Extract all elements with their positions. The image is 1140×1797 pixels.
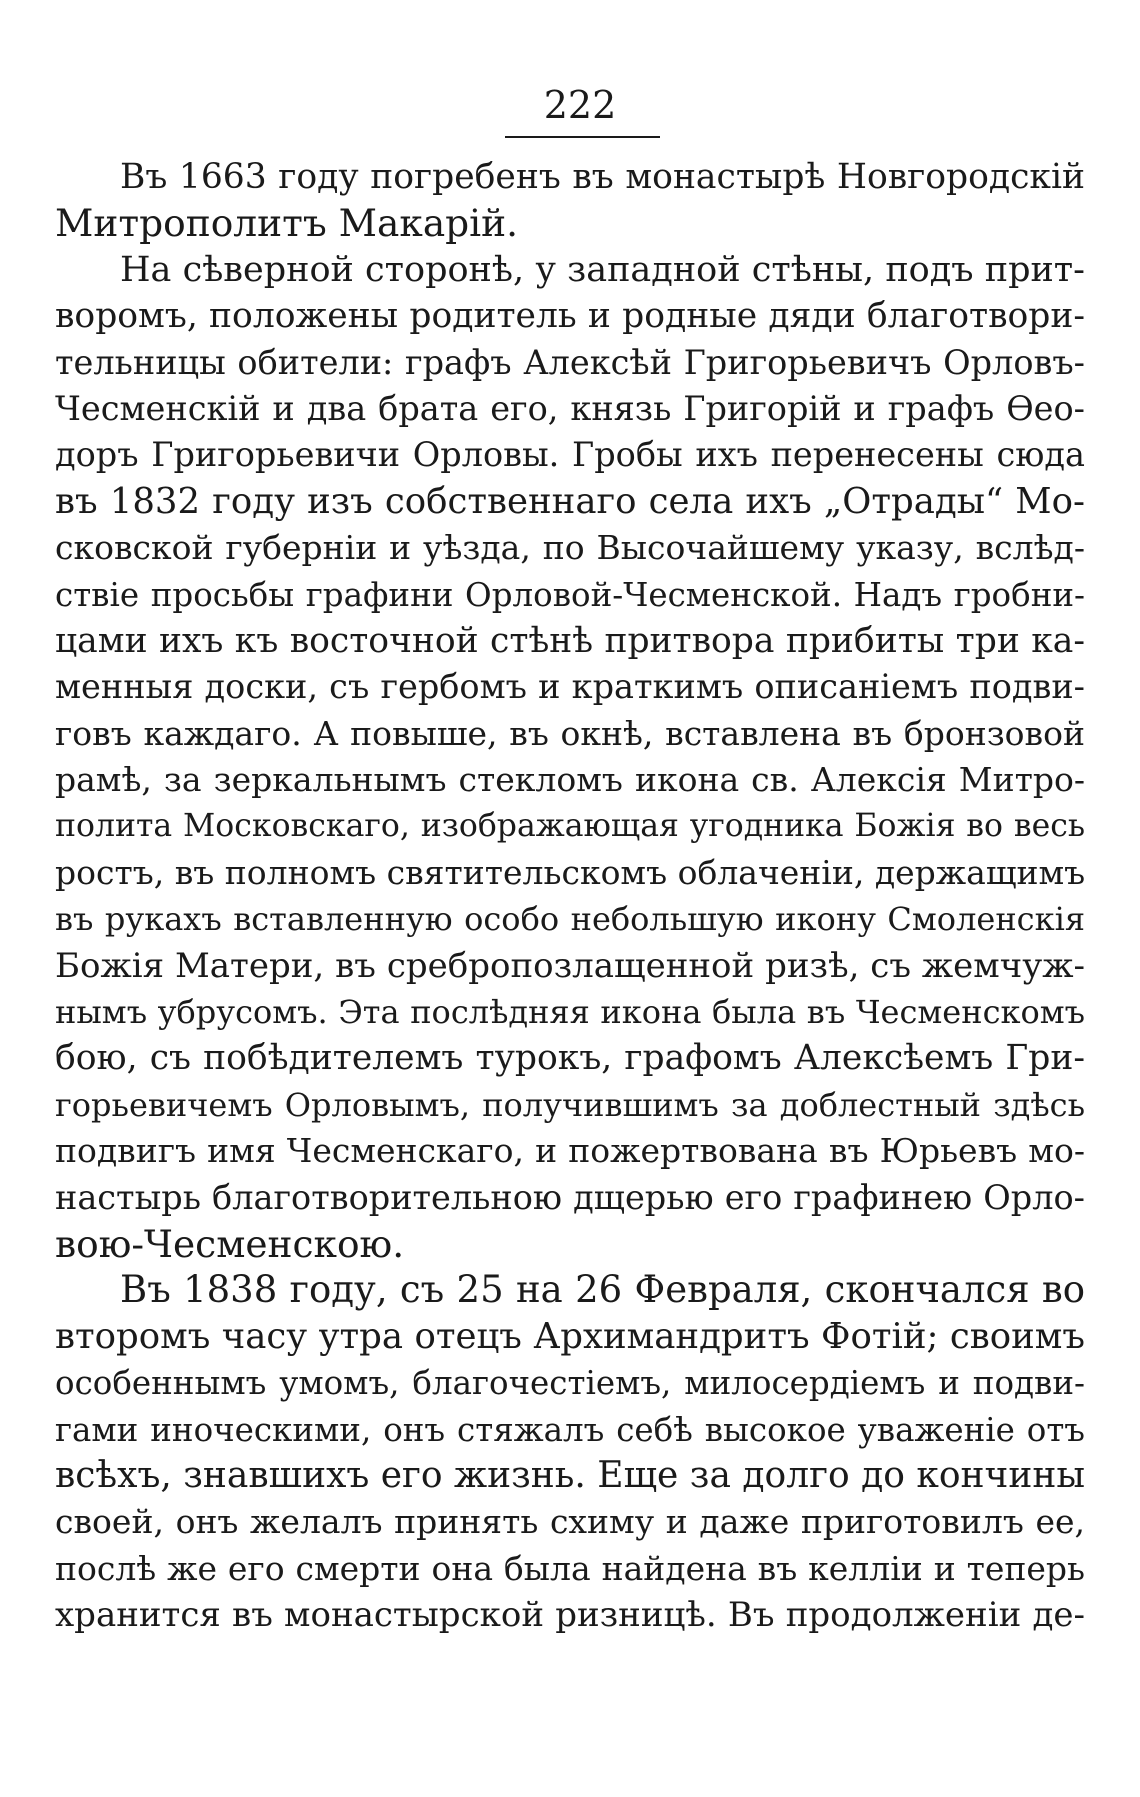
text-line: особеннымъ умомъ, благочестіемъ, милосердіемъ и подви- [55, 1364, 1085, 1403]
text-line: говъ каждаго. А повыше, въ окнѣ, вставлена въ бронзовой [55, 713, 1085, 753]
text-line: вою-Чесменскою. [55, 1221, 405, 1266]
text-line: Чесменскій и два брата его, князь Григорій и графъ Ѳео- [55, 388, 1085, 428]
text-line: нымъ убрусомъ. Эта послѣдняя икона была въ Чесменскомъ [55, 993, 1085, 1032]
text-line: своей, онъ желалъ принять схиму и даже приготовилъ ее, [55, 1502, 1085, 1542]
text-line: настырь благотворительною дщерью его графинею Орло- [55, 1177, 1085, 1217]
text-line: тельницы обители: графъ Алексѣй Григорьевичъ Орловъ- [55, 342, 1085, 382]
text-line: сковской губерніи и уѣзда, по Высочайшему указу, вслѣд- [55, 528, 1085, 568]
text-line: ствіе просьбы графини Орловой-Чесменской. Надъ гробни- [55, 575, 1085, 614]
page-number-rule [505, 136, 660, 138]
text-line: воромъ, положены родитель и родные дяди благотвори- [55, 296, 1085, 337]
text-line: въ 1832 году изъ собственнаго села ихъ „Отрады“ Мо- [55, 480, 1085, 522]
text-line: Божія Матери, въ сребропозлащенной ризѣ, съ жемчуж- [55, 945, 1085, 986]
text-line: менныя доски, съ гербомъ и краткимъ описаніемъ подви- [55, 667, 1085, 707]
text-line: доръ Григорьевичи Орловы. Гробы ихъ перенесены сюда [55, 435, 1085, 475]
text-line: второмъ часу утра отецъ Архимандритъ Фотій; своимъ [55, 1315, 1085, 1357]
text-line: Митрополитъ Макарій. [55, 201, 519, 246]
text-line: На сѣверной сторонѣ, у западной стѣны, подъ прит- [120, 249, 1085, 290]
text-line: хранится въ монастырской ризницѣ. Въ продолженіи де- [55, 1595, 1085, 1636]
text-line: рамѣ, за зеркальнымъ стекломъ икона св. Алексія Митро- [55, 760, 1085, 800]
text-line: послѣ же его смерти она была найдена въ келліи и теперь [55, 1548, 1085, 1588]
text-line: Въ 1663 году погребенъ въ монастырѣ Новгородскій [120, 157, 1085, 197]
text-line: Въ 1838 году, съ 25 на 26 Февраля, скончался во [120, 1268, 1085, 1312]
text-line: подвигъ имя Чесменскаго, и пожертвована въ Юрьевъ мо- [55, 1131, 1085, 1171]
book-page [55, 80, 1085, 1639]
page-number: 222 [543, 83, 617, 127]
text-line: всѣхъ, знавшихъ его жизнь. Еще за долго до кончины [55, 1454, 1085, 1496]
text-line: въ рукахъ вставленную особо небольшую икону Смоленскія [55, 900, 1085, 939]
text-line: горьевичемъ Орловымъ, получившимъ за доблестный здѣсь [55, 1085, 1085, 1124]
text-body [55, 154, 1085, 1639]
text-line: гами иноческими, онъ стяжалъ себѣ высокое уваженіе отъ [55, 1410, 1085, 1449]
text-line: ростъ, въ полномъ святительскомъ облаченіи, держащимъ [55, 852, 1086, 892]
text-line: полита Московскаго, изображающая угодника Божія во весь [55, 808, 1085, 845]
text-line: бою, съ побѣдителемъ турокъ, графомъ Алексѣемъ Гри- [55, 1038, 1085, 1079]
text-line: цами ихъ къ восточной стѣнѣ притвора прибиты три ка- [55, 620, 1085, 661]
